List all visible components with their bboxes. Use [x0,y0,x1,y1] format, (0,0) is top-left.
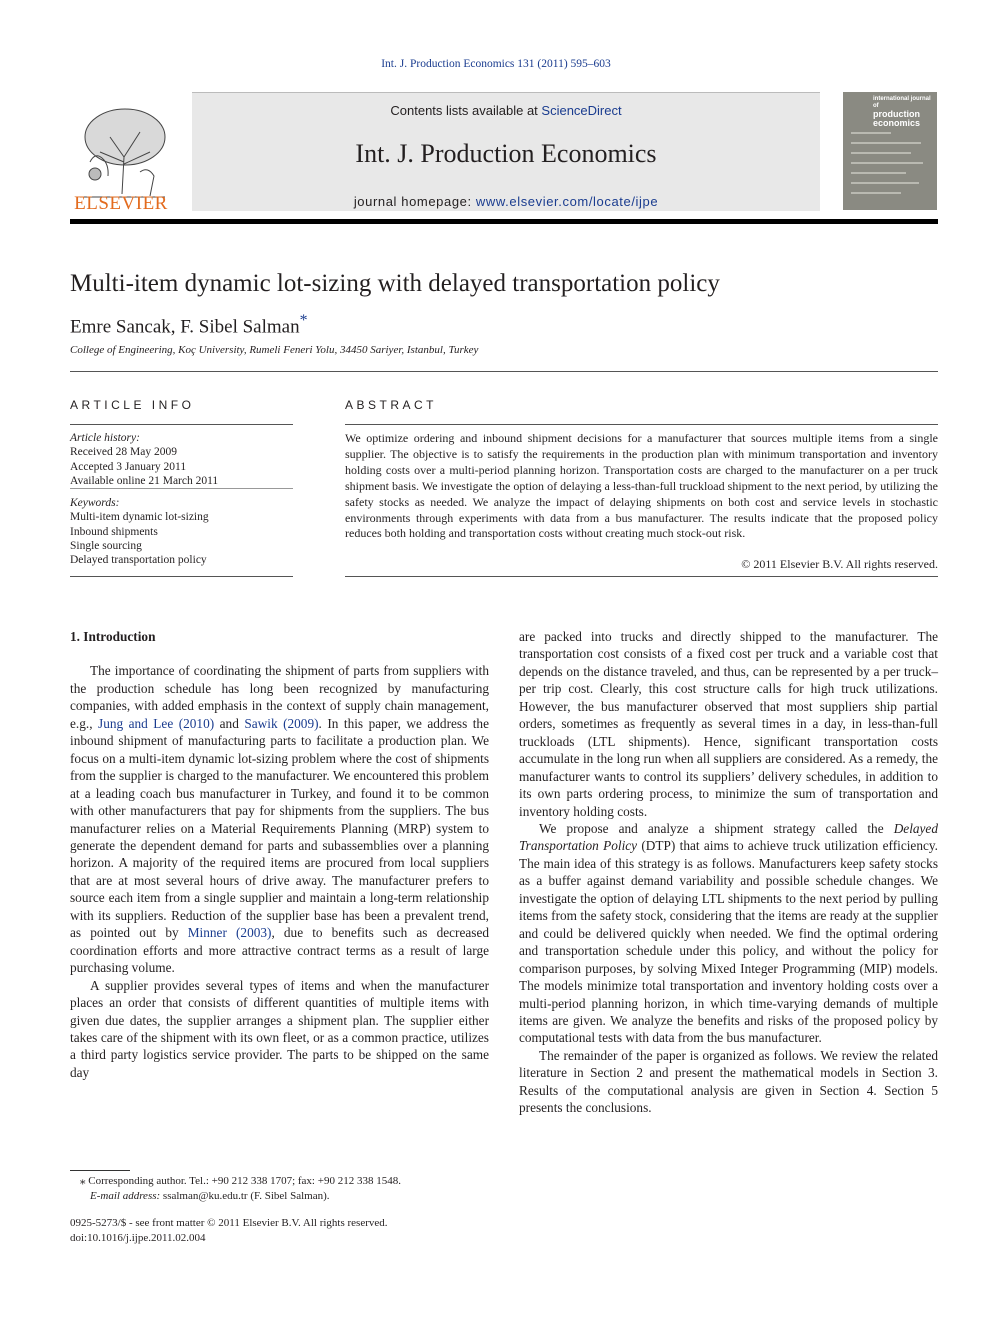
body-column-left [70,628,489,1081]
article-info-heading: ARTICLE INFO [70,398,195,412]
text-run: and [214,715,245,731]
citation-link[interactable]: Sawik (2009) [244,715,319,731]
paragraph: are packed into trucks and directly shipped to the manufacturer. The transportation cost consists of a fixed cost per truck and a variable cost that depends on the distance traveled, and thus, can be represented by a per truck–per trip cost. Clearly, this cost structure calls for high truck utilizations. However, the bus manufacturer observed that most suppliers ship partial orders, sometimes as frequently as several times in a day, in less-than-full truckloads (LTL shipments). Hence, significant transportation costs accumulate in the long run when all suppliers are considered. As a remedy, the manufacturer wants to control its suppliers’ delivery schedules, in addition to its own parts ordering process, to minimize the sum of transportation and inventory holding costs. [519,629,938,819]
divider [345,424,938,425]
cover-decor [851,132,891,134]
issn-line: 0925-5273/$ - see front matter © 2011 Elsevier B.V. All rights reserved. [70,1217,388,1229]
cover-decor [851,152,911,154]
text-run: The importance of coordinating the shipment of parts from suppliers with the production schedule has long been recognized by manufacturing companies, with added emphasis in the context of supply chain management, e.g., [70,663,489,731]
journal-homepage [192,194,820,209]
journal-banner [192,92,820,211]
sciencedirect-link[interactable]: ScienceDirect [541,103,622,118]
contents-prefix: Contents lists available at [390,103,542,118]
text-run: , due to benefits such as decreased coordination efforts and more attractive contract terms as a result of large purchasing volume. [70,925,489,976]
emphasis: Delayed Transportation Policy [519,820,938,854]
article-authors [70,312,308,338]
footnote [70,1174,490,1203]
cover-decor [851,142,921,144]
article-history [70,431,293,488]
text-run: (DTP) that aims to achieve truck utilization efficiency. The main idea of this strategy is as follows. Manufacturers keep safety stocks as a buffer against demand variability and possible schedule changes. We investigate the option of delaying LTL shipments to the next period by pulling items from the safety stock, considering that the items are ready at the supplier and could be delivered quickly when needed. We find the optimal ordering and transportation schedule under this policy, and without the policy for comparison purposes, by solving Mixed Integer Programming (MIP) models. The models minimize total transportation and inventory holding costs over a multi-period planning horizon, in which time-varying demands of multiple items are given. We analyze the benefits and risks of the proposed policy by computational tests with data from the bus manufacturer. [519,838,938,1046]
elsevier-wordmark: ELSEVIER [74,193,168,214]
cover-title [873,96,933,128]
affiliation: College of Engineering, Koç University, Rumeli Feneri Yolu, 34450 Sariyer, Istanbul, Turkey [70,344,479,356]
journal-title: Int. J. Production Economics [355,139,657,168]
accepted-date: Accepted 3 January 2011 [70,460,187,473]
contents-line [192,103,820,118]
keyword: Delayed transportation policy [70,554,207,567]
body-column-right [519,628,938,1117]
cover-line-2: production [873,109,920,119]
cover-decor [851,192,901,194]
paragraph [70,662,489,976]
homepage-link[interactable]: www.elsevier.com/locate/ijpe [475,194,659,209]
journal-cover-image [843,92,937,210]
keyword: Single sourcing [70,539,142,552]
header-rule [70,219,938,224]
abstract-heading: ABSTRACT [345,398,438,412]
paragraph: A supplier provides several types of items and when the manufacturer places an order that consists of different quantities of multiple items with given due dates, the supplier arranges a shipment plan. The supplier either takes care of the shipment with its own fleet, or as a common practice, utilizes a third party logistics service provider. The parts to be shipped on the same day [70,977,489,1080]
text-run: . In this paper, we address the inbound shipment of manufacturing parts to facilitate a production plan. We focus on a multi-item dynamic lot-sizing problem where the cost of shipments from the supplier is charged to the manufacturer. We encountered this problem at a leading coach bus manufacturer in Turkey, and found it to be common with other manufacturers that pay for shipments from the suppliers. The bus manufacturer relies on a Material Requirements Planning (MRP) system to generate the dependent demand for parts and subassemblies over a planning horizon. A majority of the required items are procured from local suppliers that are at most several hours of drive away. The manufacturer prefers to source each item from a single supplier and maintain a long-term relationship with its suppliers. Reduction of the supplier base has been a prevalent trend, as pointed out by [70,715,489,941]
text-run: We propose and analyze a shipment strategy called the [539,820,894,836]
received-date: Received 28 May 2009 [70,446,177,459]
page-footer [70,1216,490,1245]
cover-decor [851,162,923,164]
keyword: Inbound shipments [70,525,158,538]
homepage-prefix: journal homepage: [353,194,476,209]
abstract-copyright: © 2011 Elsevier B.V. All rights reserved. [741,557,938,571]
cover-line-1: international journal of [873,96,931,109]
divider [70,488,293,489]
online-date: Available online 21 March 2011 [70,474,219,487]
citation-link[interactable]: Minner (2003) [187,925,272,941]
cover-decor [851,172,906,174]
citation-link[interactable]: Jung and Lee (2010) [98,715,215,731]
divider [70,424,293,425]
divider [345,576,938,577]
email-note [70,1189,490,1204]
paragraph: The remainder of the paper is organized as follows. We review the related literature in Section 2 and present the mathematical models in Section 3. Results of the computational analysis are given in Section 4. Section 5 presents the conclusions. [519,1047,938,1116]
cover-line-3: economics [873,118,921,128]
section-title: 1. Introduction [70,629,156,644]
keywords-label: Keywords: [70,497,120,509]
keyword: Multi-item dynamic lot-sizing [70,511,209,524]
abstract-text: We optimize ordering and inbound shipment decisions for a manufacturer that sources multiple items from a single supplier. The objective is to satisfy the requirements in the production plan with minimum transportation and inventory holding costs over a multi-period planning horizon. Transportation costs are charged to the manufacturer on a per truck shipment basis. We investigate the option of delaying a less-than-full truckload shipment to the next period, by utilizing the safety stocks as needed. We analyze the impact of delaying shipments on both cost and service levels in stochastic environments through experiments with data from a bus manufacturer. The results indicate that the proposed policy reduces both holding and transportation costs without creating much stock-out risk. [345,431,938,541]
author-names: Emre Sancak, F. Sibel Salman [70,316,300,338]
paragraph [519,820,938,1047]
keywords-block [70,496,293,567]
journal-citation[interactable]: Int. J. Production Economics 131 (2011) 595–603 [381,58,611,70]
footnote-rule [70,1170,130,1171]
email-label: E-mail address: [90,1189,161,1202]
doi-line[interactable]: doi:10.1016/j.ijpe.2011.02.004 [70,1231,206,1244]
history-label: Article history: [70,432,140,444]
divider [70,576,293,577]
article-title: Multi-item dynamic lot-sizing with delayed transportation policy [70,270,720,297]
cover-decor [851,182,919,184]
corresponding-note: ⁎ Corresponding author. Tel.: +90 212 338 1707; fax: +90 212 338 1548. [80,1175,401,1187]
corresponding-author-mark[interactable]: * [299,312,308,329]
email-address[interactable]: ssalman@ku.edu.tr (F. Sibel Salman). [160,1189,330,1202]
divider [70,371,938,372]
